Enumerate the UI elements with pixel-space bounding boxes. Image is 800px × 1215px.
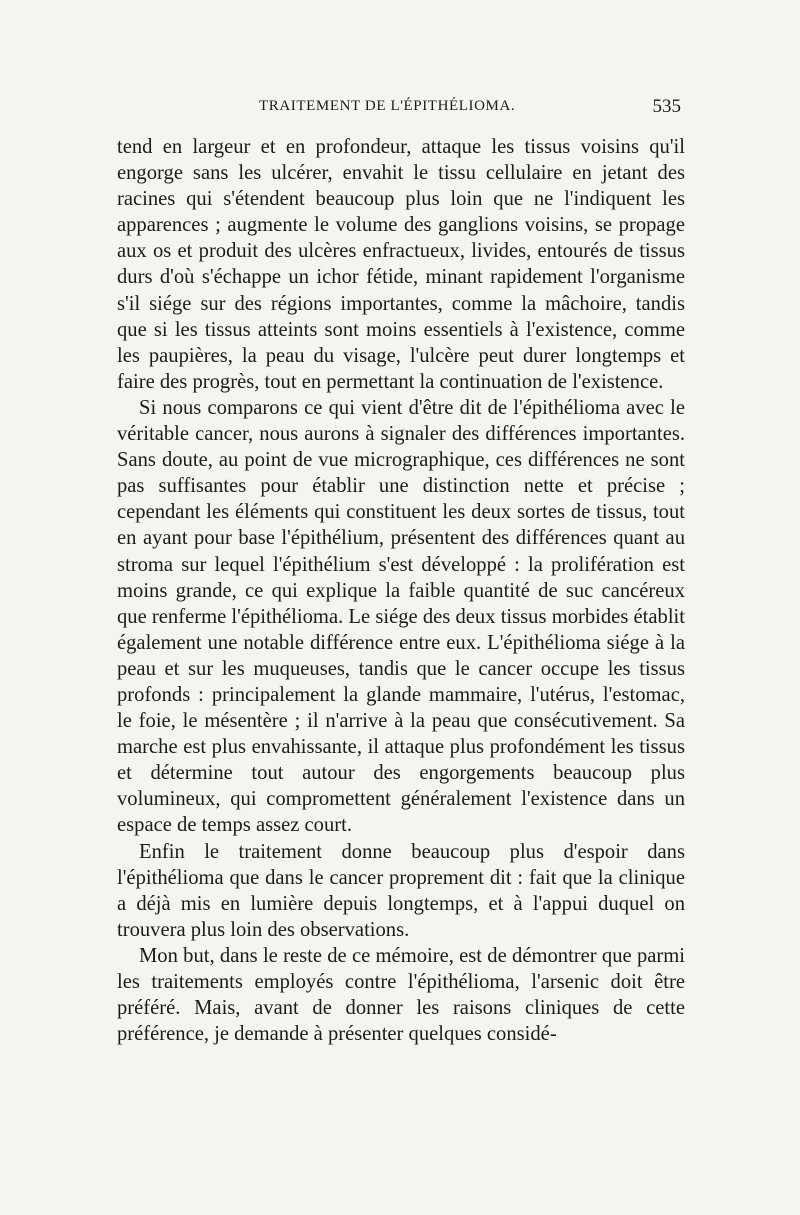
paragraph-treatment: Enfin le traitement donne beaucoup plus d'espoir dans l'épithélioma que dans le cancer proprement dit : fait que la clinique a déjà mis en lumière depuis longtemps, et à l'appui duquel on trouvera plus loin des observations. [117,840,685,941]
paragraph-continuation: tend en largeur et en profondeur, attaque les tissus voisins qu'il engorge sans les ulcérer, envahit le tissu cellulaire en jetant des racines qui s'étendent beaucoup plus loin que ne l'indiquent les apparences ; augmente le volume des ganglions voisins, se propage aux os et produit des ulcères enfractueux, livides, entourés de tissus durs d'où s'échappe un ichor fétide, minant rapidement l'organisme s'il siége sur des régions importantes, comme la mâchoire, tandis que si les tissus atteints sont moins essentiels à l'existence, comme les paupières, la peau du visage, l'ulcère peut durer longtemps et faire des progrès, tout en permettant la continuation de l'existence. [117,136,685,393]
body-text [117,134,685,1047]
running-title: TRAITEMENT DE L'ÉPITHÉLIOMA. [259,98,516,114]
running-head [117,96,685,126]
book-page [117,96,685,1047]
paragraph-comparison: Si nous comparons ce qui vient d'être dit de l'épithélioma avec le véritable cancer, nous aurons à signaler des différences importantes. Sans doute, au point de vue micrographique, ces différences ne sont pas suffisantes pour établir une distinction nette et précise ; cependant les éléments qui constituent les deux sortes de tissus, tout en ayant pour base l'épithélium, présentent des différences quant au stroma sur lequel l'épithélium s'est développé : la prolifération est moins grande, ce qui explique la faible quantité de suc cancéreux que renferme l'épithélioma. Le siége des deux tissus morbides établit également une notable différence entre eux. L'épithélioma siége à la peau et sur les muqueuses, tandis que le cancer occupe les tissus profonds : principalement la glande mammaire, l'utérus, l'estomac, le foie, le mésentère ; il n'arrive à la peau que consécutivement. Sa marche est plus envahissante, il attaque plus profondément les tissus et détermine tout autour des engorgements beaucoup plus volumineux, qui compromettent généralement l'existence dans un espace de temps assez court. [117,396,685,837]
paragraph-purpose: Mon but, dans le reste de ce mémoire, est de démontrer que parmi les traitements employés contre l'épithélioma, l'arsenic doit être préféré. Mais, avant de donner les raisons cliniques de cette préférence, je demande à présenter quelques considé- [117,944,685,1046]
page-number: 535 [652,96,681,117]
